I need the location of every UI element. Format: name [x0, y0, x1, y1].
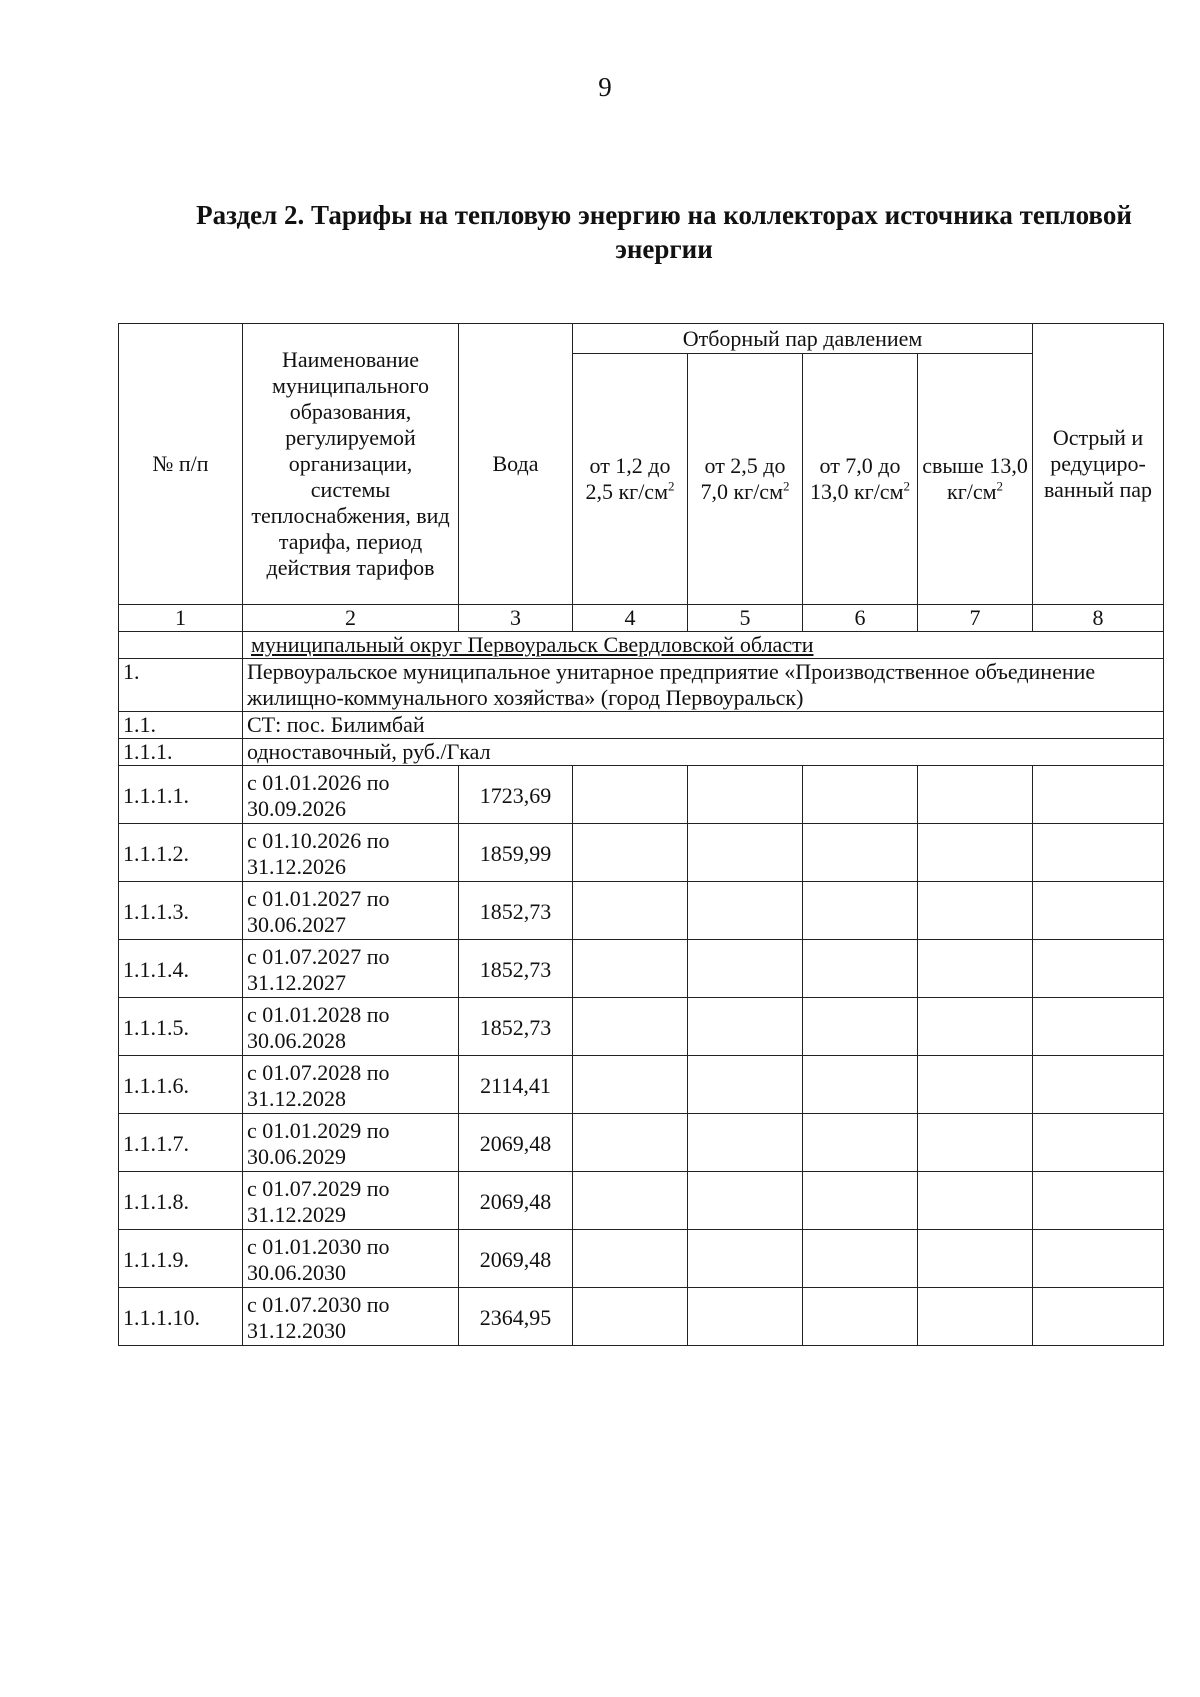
row-empty-cell	[688, 1114, 803, 1172]
row-empty-cell	[688, 998, 803, 1056]
org-name: Первоуральское муниципальное унитарное предприятие «Производственное объединение жилищно-коммунального хозяйства» (город Первоуральск)	[243, 659, 1164, 712]
row-empty-cell	[573, 998, 688, 1056]
row-empty-cell	[688, 1288, 803, 1346]
table-row	[119, 940, 1164, 998]
col-number: 1	[119, 605, 243, 632]
row-empty-cell	[1033, 1114, 1164, 1172]
row-empty-cell	[573, 766, 688, 824]
row-empty-cell	[573, 1114, 688, 1172]
row-period: с 01.07.2030 по 31.12.2030	[243, 1288, 459, 1346]
row-empty-cell	[803, 940, 918, 998]
row-empty-cell	[1033, 882, 1164, 940]
region-empty-cell	[119, 632, 243, 659]
row-empty-cell	[1033, 766, 1164, 824]
col-number: 5	[688, 605, 803, 632]
row-empty-cell	[688, 1172, 803, 1230]
page-number: 9	[598, 72, 612, 102]
header-num: № п/п	[119, 324, 243, 605]
col-number: 7	[918, 605, 1033, 632]
row-period: с 01.01.2030 по 30.06.2030	[243, 1230, 459, 1288]
row-empty-cell	[1033, 824, 1164, 882]
header-sharp-steam: Острый и редуциро-ванный пар	[1033, 324, 1164, 605]
row-index: 1.1.1.4.	[119, 940, 243, 998]
row-empty-cell	[918, 1056, 1033, 1114]
row-index: 1.1.1.2.	[119, 824, 243, 882]
row-period: с 01.07.2028 по 31.12.2028	[243, 1056, 459, 1114]
row-empty-cell	[803, 1172, 918, 1230]
row-empty-cell	[688, 882, 803, 940]
row-period: с 01.01.2029 по 30.06.2029	[243, 1114, 459, 1172]
row-index: 1.1.1.10.	[119, 1288, 243, 1346]
table-row	[119, 1172, 1164, 1230]
region-name: муниципальный округ Первоуральск Свердловской области	[243, 632, 1164, 659]
row-index: 1.1.1.6.	[119, 1056, 243, 1114]
row-empty-cell	[1033, 1288, 1164, 1346]
row-empty-cell	[918, 1288, 1033, 1346]
row-empty-cell	[803, 882, 918, 940]
row-empty-cell	[918, 940, 1033, 998]
row-empty-cell	[1033, 940, 1164, 998]
row-empty-cell	[1033, 1230, 1164, 1288]
table-row	[119, 766, 1164, 824]
row-empty-cell	[573, 824, 688, 882]
table-row	[119, 1230, 1164, 1288]
row-period: с 01.01.2026 по 30.09.2026	[243, 766, 459, 824]
row-period: с 01.10.2026 по 31.12.2026	[243, 824, 459, 882]
row-water-value: 1852,73	[459, 940, 573, 998]
header-pressure-1: от 1,2 до 2,5 $кг/см^2$	[573, 354, 688, 605]
row-index: 1.1.1.8.	[119, 1172, 243, 1230]
row-period: с 01.07.2029 по 31.12.2029	[243, 1172, 459, 1230]
row-empty-cell	[803, 1230, 918, 1288]
system-name: СТ: пос. Билимбай	[243, 712, 1164, 739]
row-period: с 01.01.2028 по 30.06.2028	[243, 998, 459, 1056]
table-row	[119, 1288, 1164, 1346]
row-water-value: 2069,48	[459, 1114, 573, 1172]
col-number: 6	[803, 605, 918, 632]
col-number: 2	[243, 605, 459, 632]
table-row	[119, 824, 1164, 882]
system-index: 1.1.	[119, 712, 243, 739]
row-empty-cell	[803, 766, 918, 824]
row-water-value: 1852,73	[459, 882, 573, 940]
row-water-value: 1852,73	[459, 998, 573, 1056]
row-empty-cell	[688, 766, 803, 824]
row-empty-cell	[803, 824, 918, 882]
row-empty-cell	[688, 1230, 803, 1288]
col-number: 3	[459, 605, 573, 632]
row-index: 1.1.1.7.	[119, 1114, 243, 1172]
header-pressure-3: от 7,0 до 13,0 $кг/см^2$	[803, 354, 918, 605]
row-empty-cell	[688, 1056, 803, 1114]
row-index: 1.1.1.3.	[119, 882, 243, 940]
row-water-value: 2114,41	[459, 1056, 573, 1114]
col-number: 4	[573, 605, 688, 632]
tariff-name: одноставочный, руб./Гкал	[243, 739, 1164, 766]
row-empty-cell	[918, 1172, 1033, 1230]
table-row	[119, 882, 1164, 940]
row-empty-cell	[688, 824, 803, 882]
header-pressure-2: от 2,5 до 7,0 $кг/см^2$	[688, 354, 803, 605]
row-index: 1.1.1.9.	[119, 1230, 243, 1288]
row-water-value: 2069,48	[459, 1172, 573, 1230]
table-row	[119, 998, 1164, 1056]
row-empty-cell	[573, 1172, 688, 1230]
row-empty-cell	[573, 882, 688, 940]
section-title: Раздел 2. Тарифы на тепловую энергию на коллекторах источника тепловой энергии	[196, 200, 1132, 264]
row-water-value: 1859,99	[459, 824, 573, 882]
row-empty-cell	[803, 1288, 918, 1346]
row-empty-cell	[573, 1056, 688, 1114]
row-empty-cell	[1033, 1056, 1164, 1114]
row-empty-cell	[918, 882, 1033, 940]
row-period: с 01.07.2027 по 31.12.2027	[243, 940, 459, 998]
row-empty-cell	[918, 1230, 1033, 1288]
row-empty-cell	[803, 998, 918, 1056]
tariff-rows	[119, 766, 1164, 1346]
header-pressure-4: свыше 13,0 $кг/см^2$	[918, 354, 1033, 605]
col-number: 8	[1033, 605, 1164, 632]
row-empty-cell	[918, 766, 1033, 824]
table-row	[119, 1056, 1164, 1114]
table-row	[119, 1114, 1164, 1172]
header-water: Вода	[459, 324, 573, 605]
header-steam-group: Отборный пар давлением	[573, 324, 1033, 354]
tariff-table	[118, 323, 1164, 1346]
row-empty-cell	[573, 1288, 688, 1346]
header-name: Наименование муниципального образования, регулируемой организации, системы теплоснабжения, вид тарифа, период действия тарифов	[243, 324, 459, 605]
tariff-index: 1.1.1.	[119, 739, 243, 766]
row-water-value: 1723,69	[459, 766, 573, 824]
row-empty-cell	[918, 824, 1033, 882]
row-empty-cell	[918, 998, 1033, 1056]
row-water-value: 2069,48	[459, 1230, 573, 1288]
row-empty-cell	[918, 1114, 1033, 1172]
row-empty-cell	[573, 1230, 688, 1288]
row-empty-cell	[1033, 1172, 1164, 1230]
row-period: с 01.01.2027 по 30.06.2027	[243, 882, 459, 940]
row-empty-cell	[688, 940, 803, 998]
row-empty-cell	[803, 1056, 918, 1114]
row-water-value: 2364,95	[459, 1288, 573, 1346]
row-index: 1.1.1.5.	[119, 998, 243, 1056]
row-empty-cell	[803, 1114, 918, 1172]
row-index: 1.1.1.1.	[119, 766, 243, 824]
row-empty-cell	[1033, 998, 1164, 1056]
org-index: 1.	[119, 659, 243, 712]
row-empty-cell	[573, 940, 688, 998]
